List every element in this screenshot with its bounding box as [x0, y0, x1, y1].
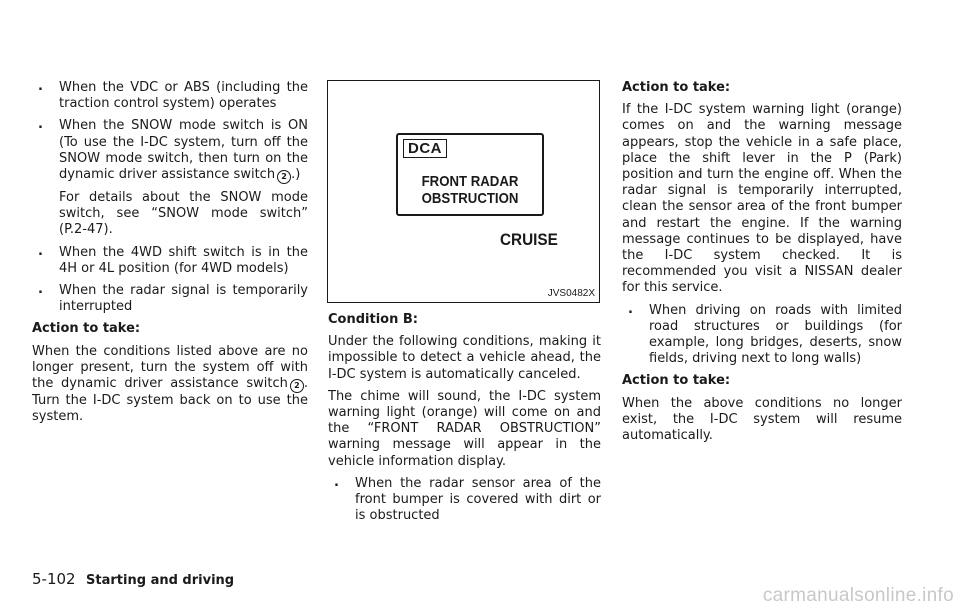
- information-display: [396, 133, 544, 216]
- figure-code: JVS0482X: [547, 288, 595, 299]
- section-heading: Action to take:: [622, 373, 731, 389]
- left-column: [32, 80, 308, 431]
- watermark: carmanualsonline.info: [762, 585, 954, 606]
- page-number: 5-102: [32, 570, 76, 588]
- section-heading: Condition B:: [328, 312, 418, 327]
- middle-column: [328, 312, 601, 530]
- list-item: . When the SNOW mode switch is ON (To use the I-DC system, turn off the SNOW mode switch, then turn on the dynamic driver assistance switch 2 .): [38, 117, 308, 183]
- list-item: . When the radar sensor area of the front bumper is covered with dirt or is obstructed: [334, 474, 601, 524]
- cruise-indicator: CRUISE: [500, 230, 558, 249]
- switch-callout-icon: 2: [277, 170, 291, 184]
- list-item-note: For details about the SNOW mode switch, see “SNOW mode switch” (P.2-47).: [59, 190, 308, 238]
- switch-callout-icon: 2: [290, 379, 304, 393]
- paragraph: The chime will sound, the I-DC system warning light (orange) will come on and the “FRONT RADAR OBSTRUCTION” warning message will appear in the vehicle information display.: [328, 388, 601, 469]
- page-footer: [32, 570, 234, 588]
- right-column: [622, 80, 902, 450]
- paragraph: When the above conditions no longer exist, the I-DC system will resume automatically.: [622, 395, 902, 444]
- list-item: . When the VDC or ABS (including the traction control system) operates: [38, 79, 308, 112]
- section-heading: Action to take:: [622, 80, 731, 95]
- paragraph: If the I-DC system warning light (orange) comes on and the warning message appears, stop the vehicle in a safe place, place the shift lever in the P (Park) position and turn the engine off. When the radar signal is temporarily interrupted, clean the sensor area of the front bumper and restart the engine. If the warning message continues to be displayed, have the I-DC system checked. It is recommended you visit a NISSAN dealer for this service.: [622, 102, 902, 296]
- warning-message: FRONT RADAR OBSTRUCTION: [421, 173, 519, 207]
- section-title: Starting and driving: [86, 573, 235, 588]
- paragraph: When the conditions listed above are no longer present, turn the system off with the dynamic driver assistance switch 2 . Turn the I-DC system back on to use the system.: [32, 343, 308, 425]
- paragraph: Under the following conditions, making it impossible to detect a vehicle ahead, the I-DC system is automatically canceled.: [328, 334, 601, 382]
- list-item: . When the 4WD shift switch is in the 4H or 4L position (for 4WD models): [38, 243, 308, 276]
- list-item: . When the radar signal is temporarily interrupted: [38, 282, 308, 315]
- list-item: . When driving on roads with limited road structures or buildings (for example, long bridges, deserts, snow fields, driving next to long walls): [628, 301, 902, 367]
- dca-indicator: DCA: [403, 139, 447, 158]
- section-heading: Action to take:: [32, 321, 141, 337]
- display-illustration: [327, 80, 600, 303]
